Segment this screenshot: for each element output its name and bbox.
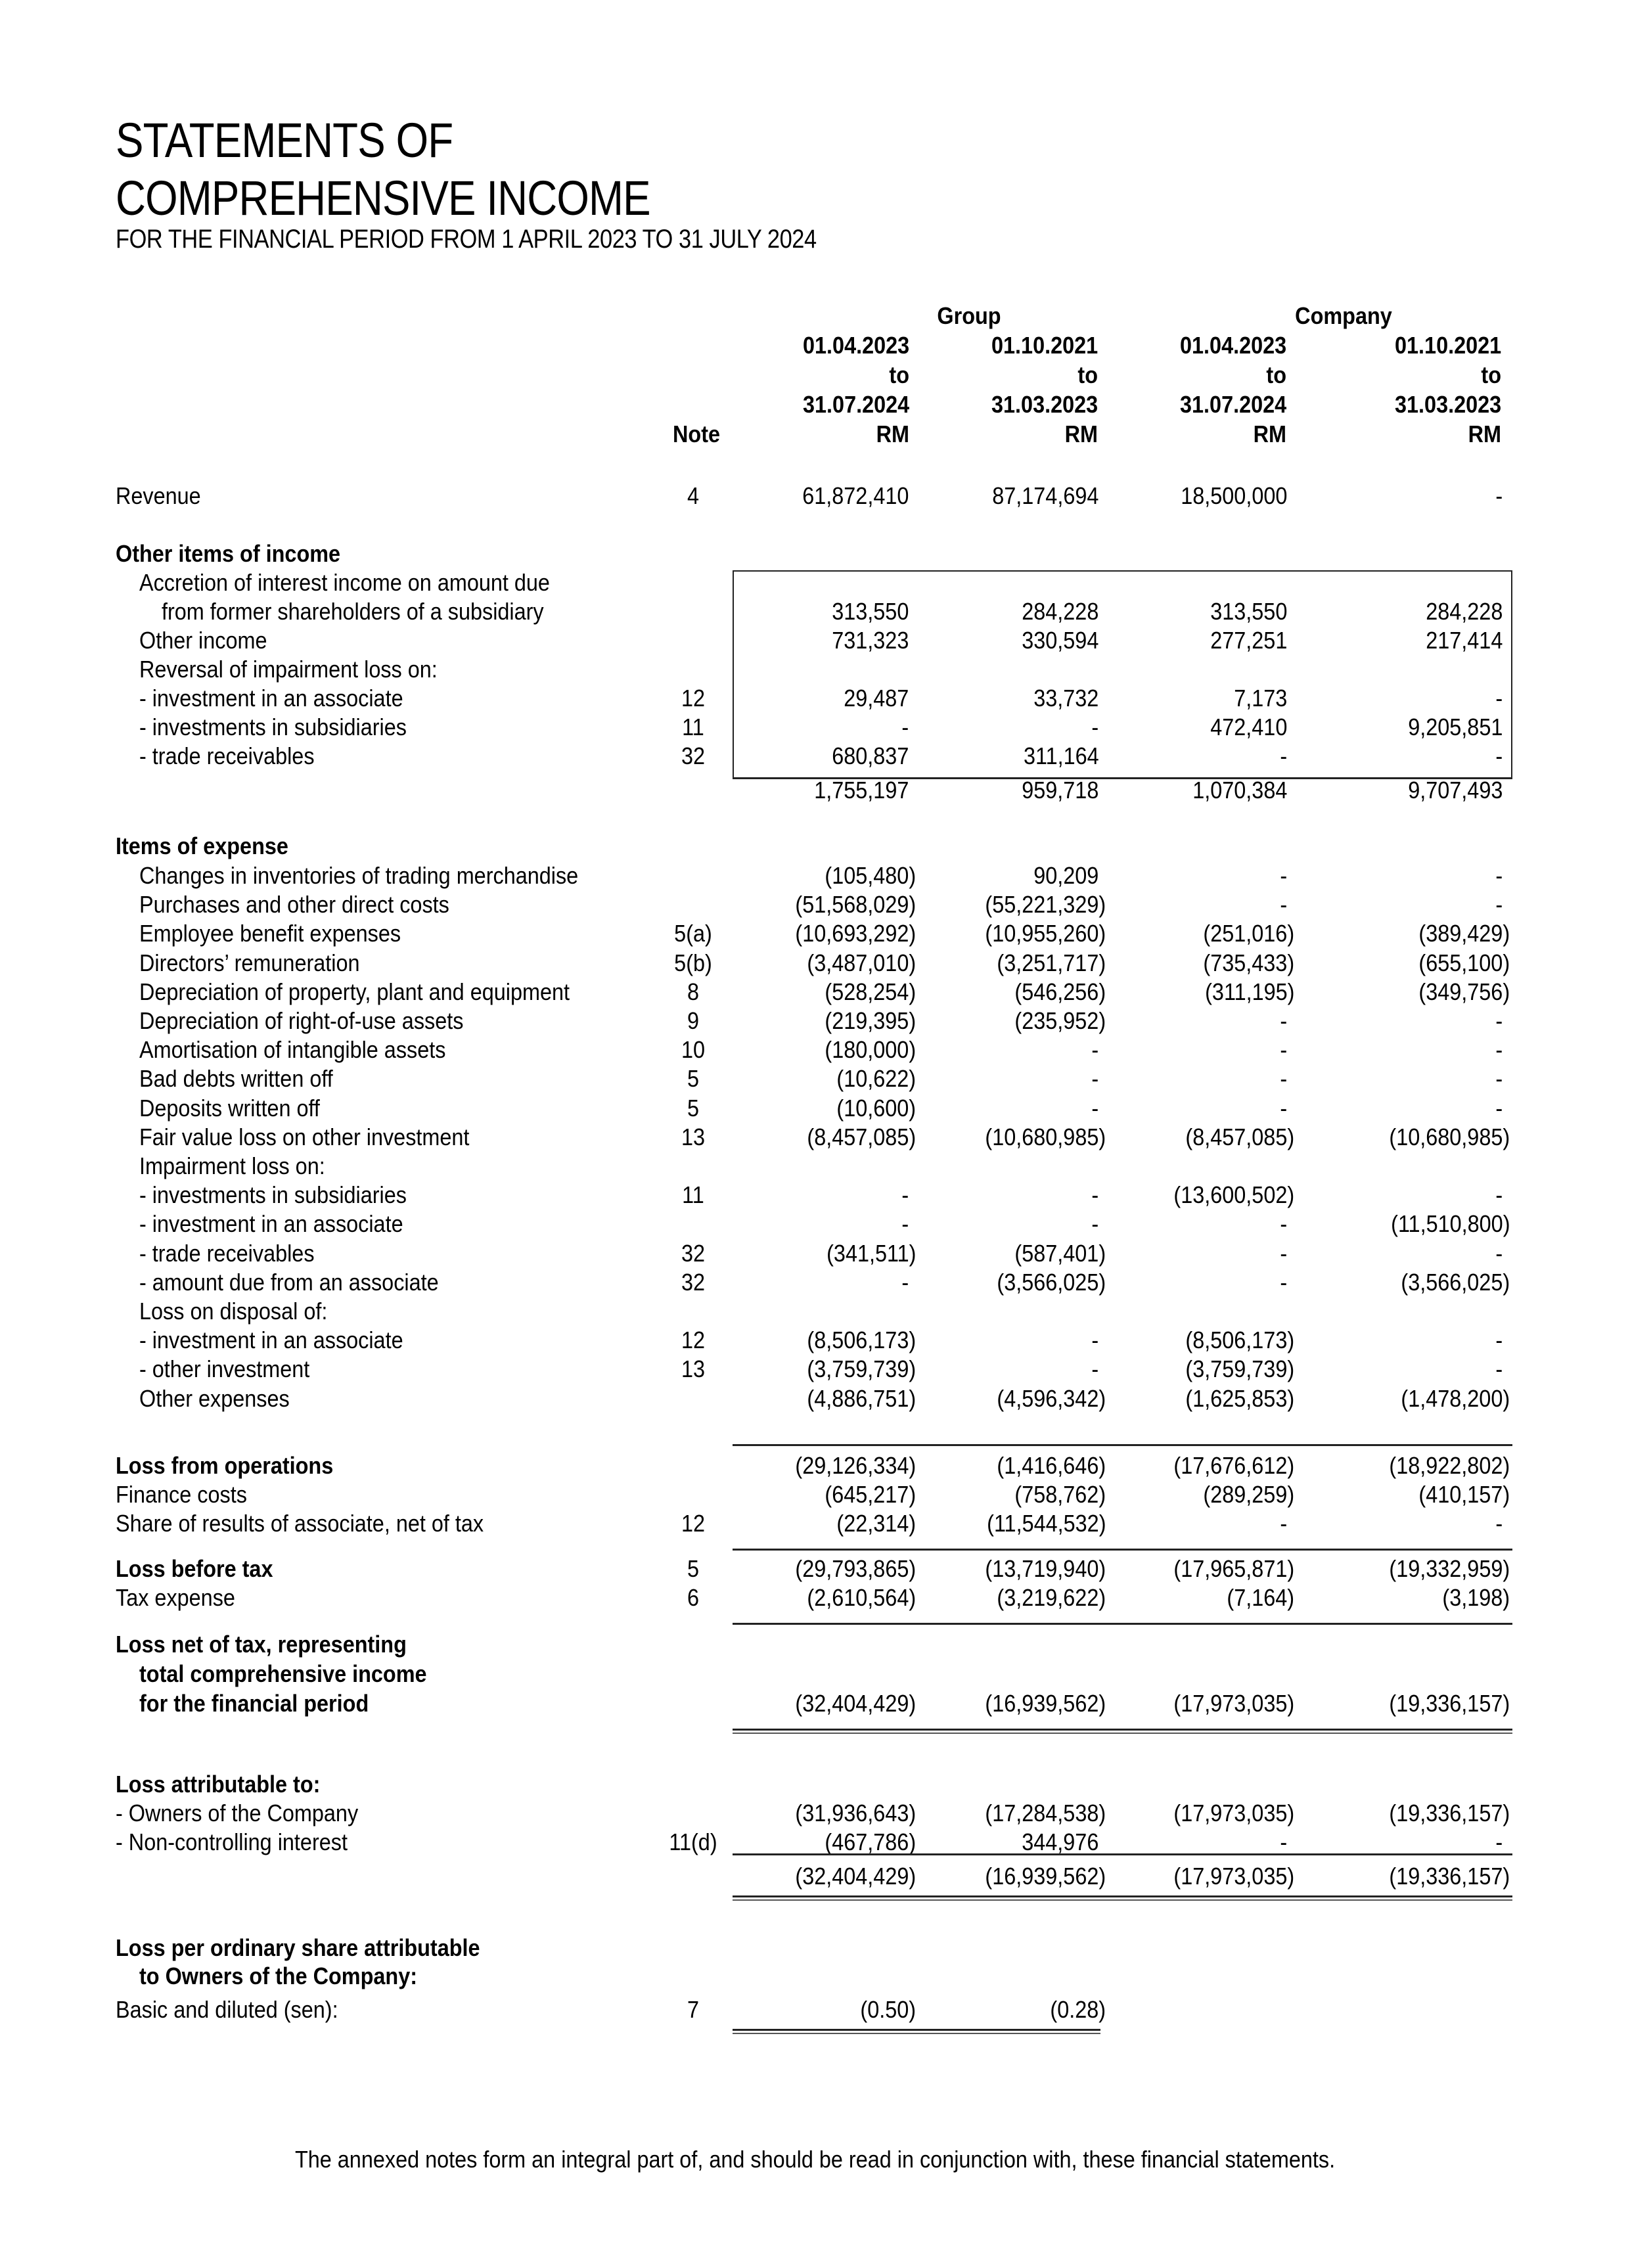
- row-note: 9: [687, 1007, 700, 1034]
- value-group-prior: 33,732: [1033, 685, 1099, 712]
- value-company-current: (7,164): [1227, 1584, 1294, 1611]
- value-company-prior: -: [1495, 685, 1503, 712]
- total-company-current: 1,070,384: [1192, 777, 1288, 804]
- table-row: [0, 1151, 1630, 1181]
- row-label: Other expenses: [139, 1384, 290, 1412]
- row-label: Depreciation of right-of-use assets: [139, 1007, 464, 1034]
- col0-currency: RM: [876, 420, 909, 447]
- table-row: [0, 568, 1630, 597]
- table-row: [0, 1064, 1630, 1093]
- table-row: [0, 948, 1630, 978]
- row-label: Other income: [139, 627, 267, 654]
- value-group-prior: 90,209: [1033, 862, 1099, 889]
- row-label: Directors’ remuneration: [139, 949, 360, 976]
- value-company-current: (3,759,739): [1185, 1355, 1294, 1383]
- double-underline: [733, 2029, 1100, 2034]
- row-note: 12: [681, 1510, 706, 1537]
- value-group-prior: (235,952): [1014, 1007, 1106, 1034]
- row-note: 13: [681, 1355, 706, 1383]
- loss-net-of-tax-row: [0, 1659, 1630, 1689]
- row-label: Loss net of tax, representing: [116, 1631, 407, 1658]
- row-label: Revenue: [116, 482, 201, 509]
- value-group-prior: -: [1091, 1210, 1099, 1238]
- table-row: [0, 741, 1630, 771]
- table-row: [0, 1006, 1630, 1035]
- value-group-current: (2,610,564): [807, 1584, 916, 1611]
- value-company-prior: (19,332,959): [1389, 1555, 1510, 1582]
- value-company-current: 7,173: [1234, 685, 1288, 712]
- value-group-current: (31,936,643): [795, 1800, 916, 1826]
- col1-to: 31.03.2023: [991, 391, 1098, 418]
- footer-note: [0, 2144, 1630, 2174]
- value-company-current: -: [1280, 891, 1288, 919]
- page-subtitle: FOR THE FINANCIAL PERIOD FROM 1 APRIL 2023 TO 31 JULY 2024: [116, 225, 817, 254]
- value-group-prior: (546,256): [1014, 978, 1106, 1005]
- value-company-prior: -: [1495, 1036, 1503, 1064]
- value-group-current: 313,550: [832, 598, 909, 625]
- row-label: Loss from operations: [116, 1452, 334, 1479]
- row-label: Employee benefit expenses: [139, 920, 401, 947]
- total-group-current: (32,404,429): [795, 1863, 916, 1890]
- value-company-current: -: [1280, 1510, 1288, 1537]
- col1-from: 01.10.2021: [991, 332, 1098, 359]
- value-group-current: (10,622): [836, 1065, 916, 1093]
- value-company-prior: (655,100): [1418, 949, 1510, 976]
- table-row: [0, 1209, 1630, 1238]
- note-header: Note: [673, 420, 720, 447]
- value-group-prior: (10,680,985): [985, 1123, 1106, 1150]
- table-row: [0, 1035, 1630, 1064]
- value-company-prior: (3,566,025): [1401, 1268, 1510, 1296]
- value-group-prior: (758,762): [1014, 1481, 1106, 1508]
- value-company-prior: -: [1495, 891, 1503, 919]
- value-company-current: 18,500,000: [1181, 482, 1288, 509]
- row-note: 7: [687, 1996, 700, 2023]
- value-company-current: -: [1280, 1239, 1288, 1267]
- value-company-prior: (3,198): [1442, 1584, 1510, 1611]
- row-label: - investment in an associate: [139, 1210, 403, 1238]
- value-company-current: (311,195): [1204, 978, 1294, 1005]
- value-company-current: -: [1280, 1065, 1288, 1093]
- value-group-current: (219,395): [825, 1007, 916, 1034]
- loss-net-of-tax-row: [0, 1629, 1630, 1659]
- value-group-current: (51,568,029): [795, 891, 916, 919]
- row-label: - other investment: [139, 1355, 310, 1383]
- row-note: 5(b): [674, 949, 712, 976]
- value-group-prior: (1,416,646): [997, 1452, 1106, 1479]
- value-group-prior: 330,594: [1022, 627, 1099, 654]
- row-note: 32: [681, 1268, 706, 1296]
- row-label: Bad debts written off: [139, 1065, 333, 1093]
- value-company-prior: -: [1495, 742, 1503, 769]
- col2-from: 01.04.2023: [1179, 332, 1286, 359]
- value-group-prior: -: [1091, 1355, 1099, 1383]
- value-group-current: (4,886,751): [807, 1384, 916, 1412]
- row-note: 32: [681, 742, 706, 769]
- value-group-current: (29,793,865): [795, 1555, 916, 1582]
- value-group-prior: (587,401): [1014, 1239, 1106, 1267]
- value-group-prior: (10,955,260): [985, 920, 1106, 947]
- row-label: - Non-controlling interest: [116, 1828, 348, 1855]
- value-group-current: 61,872,410: [802, 482, 909, 509]
- row-label: Accretion of interest income on amount due: [139, 569, 550, 596]
- row-label: for the financial period: [139, 1690, 369, 1717]
- value-group-prior: (3,251,717): [997, 949, 1106, 976]
- nci-row: [0, 1827, 1630, 1857]
- col3-from: 01.10.2021: [1394, 332, 1501, 359]
- value-company-prior: -: [1495, 1065, 1503, 1093]
- row-note: 11(d): [669, 1828, 717, 1855]
- row-note: 5: [687, 1555, 700, 1582]
- table-row: [0, 1325, 1630, 1355]
- row-label: Fair value loss on other investment: [139, 1123, 470, 1150]
- value-company-prior: -: [1495, 1355, 1503, 1383]
- value-company-current: (735,433): [1203, 949, 1294, 976]
- total-company-prior: 9,707,493: [1408, 777, 1503, 804]
- row-note: 5: [687, 1065, 700, 1093]
- title-line-2: COMPREHENSIVE INCOME: [116, 171, 650, 225]
- col3-currency: RM: [1468, 420, 1501, 447]
- value-group-prior: -: [1091, 1094, 1099, 1122]
- row-label: - Owners of the Company: [116, 1800, 359, 1826]
- table-row: [0, 977, 1630, 1007]
- value-group-prior: -: [1091, 1036, 1099, 1064]
- value-company-prior: (349,756): [1418, 978, 1510, 1005]
- row-note: 11: [682, 714, 704, 740]
- company-header: Company: [1295, 302, 1392, 329]
- value-company-prior: (1,478,200): [1401, 1384, 1510, 1412]
- total-group-prior: 959,718: [1022, 777, 1099, 804]
- loss-before-tax-row: [0, 1554, 1630, 1583]
- value-group-current: (22,314): [836, 1510, 916, 1537]
- row-label: Tax expense: [116, 1584, 235, 1611]
- value-group-current: (8,457,085): [807, 1123, 916, 1150]
- value-group-prior: -: [1091, 1327, 1099, 1354]
- col0-to: 31.07.2024: [802, 391, 909, 418]
- value-group-current: (105,480): [825, 862, 916, 889]
- table-row: [0, 1122, 1630, 1152]
- total-company-prior: (19,336,157): [1389, 1863, 1510, 1890]
- value-group-current: (10,600): [836, 1094, 916, 1122]
- value-company-prior: (10,680,985): [1389, 1123, 1510, 1150]
- group-header: Group: [937, 302, 1001, 329]
- row-label: Loss on disposal of:: [139, 1298, 328, 1325]
- value-group-current: -: [901, 1181, 909, 1209]
- tax-expense-row: [0, 1583, 1630, 1612]
- value-group-prior: (55,221,329): [985, 891, 1106, 919]
- value-company-current: (17,973,035): [1173, 1800, 1294, 1826]
- expenses-heading-row: [0, 831, 1630, 861]
- footer-text: The annexed notes form an integral part of, and should be read in conjunction with, these financial statements.: [294, 2146, 1336, 2173]
- finance-costs-row: [0, 1480, 1630, 1509]
- table-row: [0, 919, 1630, 948]
- value-group-current: -: [901, 1268, 909, 1296]
- value-company-prior: -: [1495, 1510, 1503, 1537]
- value-company-prior: -: [1495, 482, 1503, 509]
- value-company-prior: 217,414: [1426, 627, 1503, 654]
- value-company-current: 277,251: [1210, 627, 1288, 654]
- value-group-prior: (11,544,532): [986, 1510, 1106, 1537]
- table-row: [0, 683, 1630, 713]
- row-note: 11: [682, 1181, 704, 1209]
- double-underline: [733, 1729, 1512, 1734]
- row-label: Deposits written off: [139, 1094, 320, 1122]
- value-group-current: (528,254): [825, 978, 916, 1005]
- value-group-prior: 284,228: [1022, 598, 1099, 625]
- section-heading: Items of expense: [116, 832, 288, 859]
- table-row: [0, 625, 1630, 655]
- value-company-current: (17,973,035): [1173, 1690, 1294, 1717]
- eps-heading-row: [0, 1933, 1630, 1962]
- value-group-current: (32,404,429): [795, 1690, 916, 1717]
- col2-currency: RM: [1253, 420, 1286, 447]
- value-group-current: (180,000): [825, 1036, 916, 1064]
- value-company-current: -: [1280, 1094, 1288, 1122]
- table-row: [0, 1267, 1630, 1297]
- value-company-current: (13,600,502): [1173, 1181, 1294, 1209]
- value-group-prior: -: [1091, 714, 1099, 740]
- section-heading: Other items of income: [116, 540, 341, 567]
- attributable-total-row: [0, 1861, 1630, 1891]
- share-of-results-row: [0, 1508, 1630, 1538]
- value-company-prior: -: [1495, 1094, 1503, 1122]
- table-row: [0, 1180, 1630, 1210]
- value-company-current: (17,965,871): [1173, 1555, 1294, 1582]
- table-row: [0, 1354, 1630, 1384]
- row-note: 5: [687, 1094, 700, 1122]
- page-title: [116, 112, 650, 227]
- value-company-prior: -: [1495, 1828, 1503, 1855]
- value-group-current: (3,487,010): [807, 949, 916, 976]
- table-row: [0, 1384, 1630, 1413]
- value-group-current: (8,506,173): [807, 1327, 916, 1354]
- value-group-current: (29,126,334): [795, 1452, 916, 1479]
- row-label: Changes in inventories of trading merchandise: [139, 862, 579, 889]
- table-row: [0, 1238, 1630, 1268]
- value-company-current: 472,410: [1210, 714, 1288, 740]
- value-company-current: (289,259): [1203, 1481, 1294, 1508]
- row-note: 8: [687, 978, 700, 1005]
- col0-to-word: to: [889, 361, 909, 388]
- row-label: - trade receivables: [139, 742, 315, 769]
- table-row: [0, 1296, 1630, 1326]
- value-company-prior: 9,205,851: [1408, 714, 1503, 740]
- value-company-current: -: [1280, 1828, 1288, 1855]
- row-note: 12: [681, 1327, 706, 1354]
- total-group-prior: (16,939,562): [985, 1863, 1106, 1890]
- value-group-current: (3,759,739): [807, 1355, 916, 1383]
- value-group-prior: (3,219,622): [997, 1584, 1106, 1611]
- value-group-prior: (0.28): [1050, 1996, 1106, 2023]
- owners-row: [0, 1798, 1630, 1828]
- value-company-current: (251,016): [1203, 920, 1294, 947]
- row-label: Finance costs: [116, 1481, 247, 1508]
- row-label: - amount due from an associate: [139, 1268, 439, 1296]
- value-group-prior: -: [1091, 1065, 1099, 1093]
- double-underline: [733, 1895, 1512, 1901]
- revenue-row: [0, 481, 1630, 510]
- attributable-heading-row: [0, 1769, 1630, 1799]
- col0-from: 01.04.2023: [802, 332, 909, 359]
- value-group-current: (0.50): [860, 1996, 916, 2023]
- table-row: [0, 861, 1630, 890]
- value-group-prior: 87,174,694: [992, 482, 1099, 509]
- row-label: - investments in subsidiaries: [139, 714, 407, 740]
- value-company-prior: -: [1495, 862, 1503, 889]
- table-row: [0, 890, 1630, 919]
- divider-line: [733, 1444, 1512, 1446]
- value-company-prior: (410,157): [1418, 1481, 1510, 1508]
- row-label: Impairment loss on:: [139, 1152, 325, 1179]
- eps-row: [0, 1995, 1630, 2024]
- total-company-current: (17,973,035): [1173, 1863, 1294, 1890]
- value-group-current: -: [901, 714, 909, 740]
- row-label: Amortisation of intangible assets: [139, 1036, 446, 1064]
- loss-net-of-tax-row: [0, 1689, 1630, 1718]
- value-company-current: -: [1280, 1036, 1288, 1064]
- value-company-prior: (389,429): [1418, 920, 1510, 947]
- value-group-prior: (17,284,538): [985, 1800, 1106, 1826]
- value-company-current: (1,625,853): [1185, 1384, 1294, 1412]
- value-group-prior: (3,566,025): [997, 1268, 1106, 1296]
- row-label: - investment in an associate: [139, 1327, 403, 1354]
- value-group-current: (341,511): [826, 1239, 916, 1267]
- value-company-current: (8,457,085): [1185, 1123, 1294, 1150]
- value-group-prior: 344,976: [1022, 1828, 1099, 1855]
- table-row: [0, 1093, 1630, 1123]
- value-group-current: (10,693,292): [795, 920, 916, 947]
- row-note: 13: [681, 1123, 706, 1150]
- value-company-current: (8,506,173): [1185, 1327, 1294, 1354]
- value-group-prior: (16,939,562): [985, 1690, 1106, 1717]
- section-heading: Loss attributable to:: [116, 1771, 321, 1798]
- title-line-1: STATEMENTS OF: [116, 113, 453, 168]
- row-label: total comprehensive income: [139, 1660, 427, 1687]
- row-note: 10: [681, 1036, 706, 1064]
- value-company-current: -: [1280, 1268, 1288, 1296]
- value-company-current: -: [1280, 742, 1288, 769]
- value-group-current: -: [901, 1210, 909, 1238]
- value-company-prior: (11,510,800): [1390, 1210, 1510, 1238]
- divider-line: [733, 1853, 1512, 1855]
- section-heading: Loss per ordinary share attributable: [116, 1934, 480, 1961]
- value-group-current: 680,837: [832, 742, 909, 769]
- value-group-prior: 311,164: [1023, 742, 1099, 769]
- row-label: - investment in an associate: [139, 685, 403, 712]
- value-company-current: -: [1280, 1007, 1288, 1034]
- col2-to: 31.07.2024: [1179, 391, 1286, 418]
- table-row: [0, 654, 1630, 684]
- value-company-prior: 284,228: [1426, 598, 1503, 625]
- row-note: 4: [687, 482, 700, 509]
- eps-heading-row: [0, 1961, 1630, 1991]
- value-group-prior: -: [1091, 1181, 1099, 1209]
- value-company-current: -: [1280, 1210, 1288, 1238]
- row-note: 12: [681, 685, 706, 712]
- value-company-current: -: [1280, 862, 1288, 889]
- row-label: - investments in subsidiaries: [139, 1181, 407, 1209]
- row-label: Loss before tax: [116, 1555, 273, 1582]
- value-group-current: (645,217): [825, 1481, 916, 1508]
- col2-to-word: to: [1266, 361, 1286, 388]
- value-group-current: 29,487: [844, 685, 909, 712]
- table-row: [0, 597, 1630, 626]
- other-income-total-row: [0, 775, 1630, 805]
- value-company-prior: (19,336,157): [1389, 1800, 1510, 1826]
- total-group-current: 1,755,197: [814, 777, 909, 804]
- col3-to: 31.03.2023: [1394, 391, 1501, 418]
- col1-to-word: to: [1077, 361, 1098, 388]
- row-label: Reversal of impairment loss on:: [139, 656, 438, 683]
- divider-line: [733, 1623, 1512, 1625]
- value-group-prior: (13,719,940): [985, 1555, 1106, 1582]
- value-company-prior: -: [1495, 1007, 1503, 1034]
- section-heading: to Owners of the Company:: [139, 1962, 418, 1989]
- row-note: 32: [681, 1239, 706, 1267]
- value-company-prior: (18,922,802): [1389, 1452, 1510, 1479]
- row-note: 5(a): [674, 920, 712, 947]
- col3-to-word: to: [1481, 361, 1501, 388]
- row-label: from former shareholders of a subsidiary: [162, 598, 544, 625]
- table-row: [0, 712, 1630, 742]
- divider-line: [733, 1549, 1512, 1551]
- value-group-current: (467,786): [825, 1828, 916, 1855]
- value-company-prior: (19,336,157): [1389, 1690, 1510, 1717]
- other-income-heading-row: [0, 539, 1630, 568]
- value-group-current: 731,323: [832, 627, 909, 654]
- row-label: - trade receivables: [139, 1239, 315, 1267]
- row-label: Share of results of associate, net of tax: [116, 1510, 484, 1537]
- row-label: Depreciation of property, plant and equipment: [139, 978, 570, 1005]
- value-group-prior: (4,596,342): [997, 1384, 1106, 1412]
- value-company-prior: -: [1495, 1239, 1503, 1267]
- value-company-current: (17,676,612): [1173, 1452, 1294, 1479]
- loss-from-operations-row: [0, 1451, 1630, 1480]
- row-label: Purchases and other direct costs: [139, 891, 449, 919]
- row-note: 6: [687, 1584, 700, 1611]
- value-company-prior: -: [1495, 1181, 1503, 1209]
- value-company-prior: -: [1495, 1327, 1503, 1354]
- col1-currency: RM: [1064, 420, 1098, 447]
- value-company-current: 313,550: [1210, 598, 1288, 625]
- row-label: Basic and diluted (sen):: [116, 1996, 338, 2023]
